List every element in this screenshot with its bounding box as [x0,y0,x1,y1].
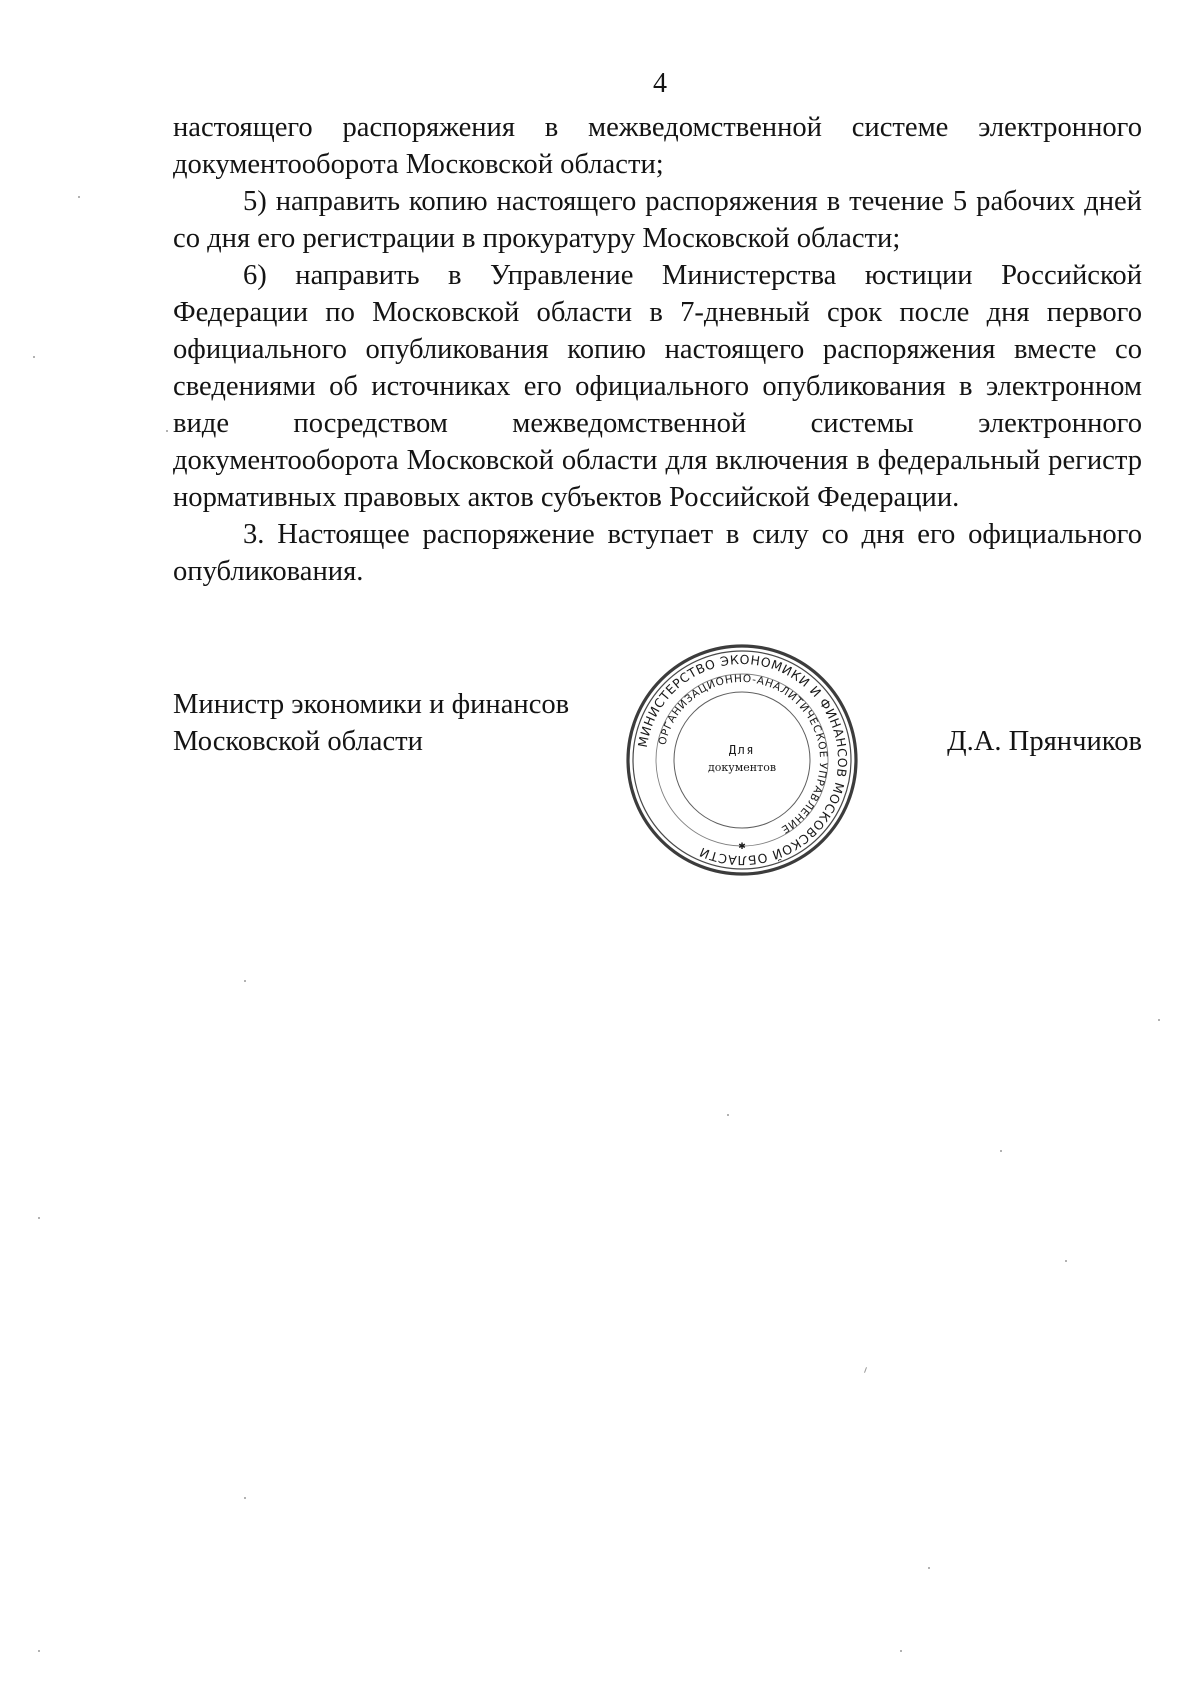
scan-speck [166,430,168,432]
stamp-outer-text: МИНИСТЕРСТВО ЭКОНОМИКИ И ФИНАНСОВ МОСКОВСКОЙ ОБЛАСТИ [634,651,851,869]
scan-speck [38,1217,40,1219]
scan-speck [78,196,80,198]
paragraph-item-6: 6) направить в Управление Министерства юстиции Российской Федерации по Московской области в 7-дневный срок после дня первого официального опубликования копию настоящего распоряжения вместе со сведениями об источниках его официального опубликования в электронном виде посредством межведомственной системы электронного документооборота Московской области для включения в федеральный регистр нормативных правовых актов субъектов Российской Федерации. [173,260,1142,513]
document-body [173,109,1142,590]
signatory-position-line1: Министр экономики и финансов [173,689,570,720]
scan-speck [1065,1260,1067,1262]
scan-speck [244,1497,246,1499]
scan-speck [900,1650,902,1652]
scan-speck [244,980,246,982]
paragraph-clause-3: 3. Настоящее распоряжение вступает в силу со дня его официального опубликования. [173,519,1142,587]
scan-speck [1158,1019,1160,1021]
signatory-position [173,686,569,760]
signatory-name: Д.А. Прянчиков [947,726,1142,757]
scan-speck [928,1567,930,1569]
scan-speck [727,1114,729,1116]
scan-speck [33,356,35,358]
stamp-center-line1: Для [728,743,756,757]
stamp-inner-text: ОРГАНИЗАЦИОННО-АНАЛИТИЧЕСКОЕ УПРАВЛЕНИЕ [656,672,830,836]
signatory-position-line2: Московской области [173,726,423,757]
page-number: 4 [653,68,667,99]
scan-speck [864,1367,867,1373]
stamp-center-line2: документов [707,761,777,774]
paragraph-item-5: 5) направить копию настоящего распоряжения в течение 5 рабочих дней со дня его регистрации в прокуратуру Московской области; [173,186,1142,254]
scan-speck [1000,1150,1002,1152]
paragraph-continuation: настоящего распоряжения в межведомственной системе электронного документооборота Московской области; [173,112,1142,180]
official-seal-stamp [622,640,862,880]
stamp-star-icon: ✱ [738,842,746,852]
scan-speck [38,1650,40,1652]
